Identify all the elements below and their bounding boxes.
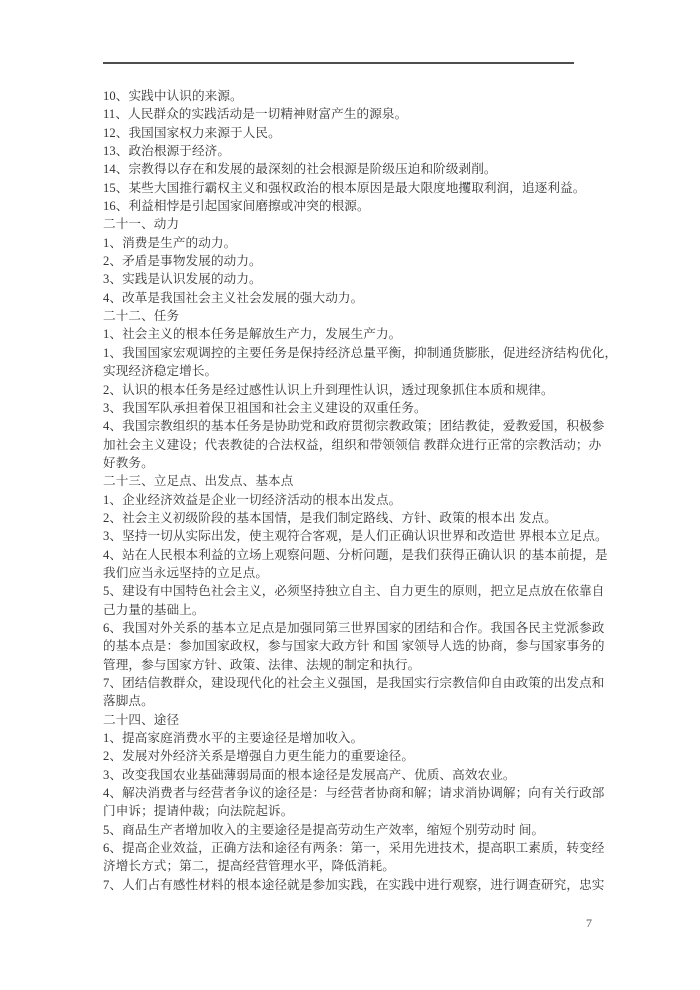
text-line: 落脚点。 <box>103 694 154 709</box>
text-line: 的基本点是：参加国家政权，参与国家大政方针 和国 家领导人选的协商，参与国家事务的 <box>103 639 605 654</box>
page-number: 7 <box>586 916 592 930</box>
text-line: 15、某些大国推行霸权主义和强权政治的根本原因是最大限度地攫取利润，追逐利益。 <box>103 180 586 195</box>
header-rule <box>103 62 574 64</box>
text-line: 1、社会主义的根本任务是解放生产力，发展生产力。 <box>103 327 402 342</box>
text-line: 11、人民群众的实践活动是一切精神财富产生的源泉。 <box>103 107 408 122</box>
text-line: 2、社会主义初级阶段的基本国情，是我们制定路线、方针、政策的根本出 发点。 <box>103 510 557 525</box>
text-line: 7、团结信教群众，建设现代化的社会主义强国，是我国实行宗教信仰自由政策的出发点和 <box>103 676 605 690</box>
text-line: 6、提高企业效益，正确方法和途径有两条：第一，采用先进技术，提高职工素质，转变经 <box>103 841 605 856</box>
text-line: 5、商品生产者增加收入的主要途径是提高劳动生产效率，缩短个别劳动时 间。 <box>103 822 545 837</box>
text-line: 3、实践是认识发展的动力。 <box>103 272 262 287</box>
text-line: 2、矛盾是事物发展的动力。 <box>103 254 262 269</box>
text-line: 己力量的基础上。 <box>103 602 205 617</box>
text-line: 我们应当永远坚持的立足点。 <box>103 565 269 580</box>
text-line: 4、站在人民根本利益的立场上观察问题、分析问题，是我们获得正确认识 的基本前提，是 <box>103 547 608 562</box>
text-line: 4、解决消费者与经营者争议的途径是：与经营者协商和解；请求消协调解；向有关行政部 <box>103 786 605 801</box>
text-line: 济增长方式；第二，提高经营管理水平，降低消耗。 <box>103 859 395 874</box>
section-heading: 二十三、立足点、出发点、基本点 <box>103 474 294 489</box>
text-line: 1、我国国家宏观调控的主要任务是保持经济总量平衡，抑制通货膨胀，促进经济结构优化， <box>103 345 618 360</box>
text-line: 3、我国军队承担着保卫祖国和社会主义建设的双重任务。 <box>103 400 427 415</box>
text-line: 10、实践中认识的来源。 <box>103 89 243 103</box>
text-line: 加社会主义建设；代表教徒的合法权益，组织和带领领信 教群众进行正常的宗教活动；办 <box>103 437 602 452</box>
text-block <box>103 87 648 894</box>
section-heading: 二十四、途径 <box>103 712 180 727</box>
text-line: 1、提高家庭消费水平的主要途径是增加收入。 <box>103 731 364 746</box>
text-line: 门申诉；提请仲裁；向法院起诉。 <box>103 804 294 819</box>
text-line: 2、认识的根本任务是经过感性认识上升到理性认识，透过现象抓住本质和规律。 <box>103 382 554 397</box>
text-line: 6、我国对外关系的基本立足点是加强同第三世界国家的团结和合作。我国各民主党派参政 <box>103 620 605 635</box>
text-line: 4、我国宗教组织的基本任务是协助党和政府贯彻宗教政策；团结教徒，爱教爱国，积极参 <box>103 419 605 434</box>
text-line: 7、人们占有感性材料的根本途径就是参加实践，在实践中进行观察，进行调查研究，忠实 <box>103 877 605 892</box>
text-line: 5、建设有中国特色社会主义，必须坚持独立自主、自力更生的原则，把立足点放在依靠自 <box>103 584 605 599</box>
text-line: 2、发展对外经济关系是增强自力更生能力的重要途径。 <box>103 749 415 764</box>
text-line: 13、政治根源于经济。 <box>103 144 231 159</box>
text-line: 16、利益相悖是引起国家间磨擦或冲突的根源。 <box>103 199 370 214</box>
text-line: 1、企业经济效益是企业一切经济活动的根本出发点。 <box>103 492 402 507</box>
section-heading: 二十二、任务 <box>103 309 180 324</box>
text-line: 管理，参与国家方针、政策、法律、法规的制定和执行。 <box>103 657 421 672</box>
text-line: 14、宗教得以存在和发展的最深刻的社会根源是阶级压迫和阶级剥削。 <box>103 162 497 177</box>
text-line: 3、坚持一切从实际出发，使主观符合客观，是人们正确认识世界和改造世 界根本立足点。 <box>103 529 608 544</box>
section-heading: 二十一、动力 <box>103 217 180 232</box>
text-line: 3、改变我国农业基础薄弱局面的根本途径是发展高产、优质、高效农业。 <box>103 767 516 782</box>
text-line: 实现经济稳定增长。 <box>103 364 218 379</box>
text-line: 1、消费是生产的动力。 <box>103 235 237 250</box>
text-line: 4、改革是我国社会主义社会发展的强大动力。 <box>103 290 364 305</box>
text-line: 好教务。 <box>103 455 154 470</box>
text-line: 12、我国国家权力来源于人民。 <box>103 125 281 140</box>
